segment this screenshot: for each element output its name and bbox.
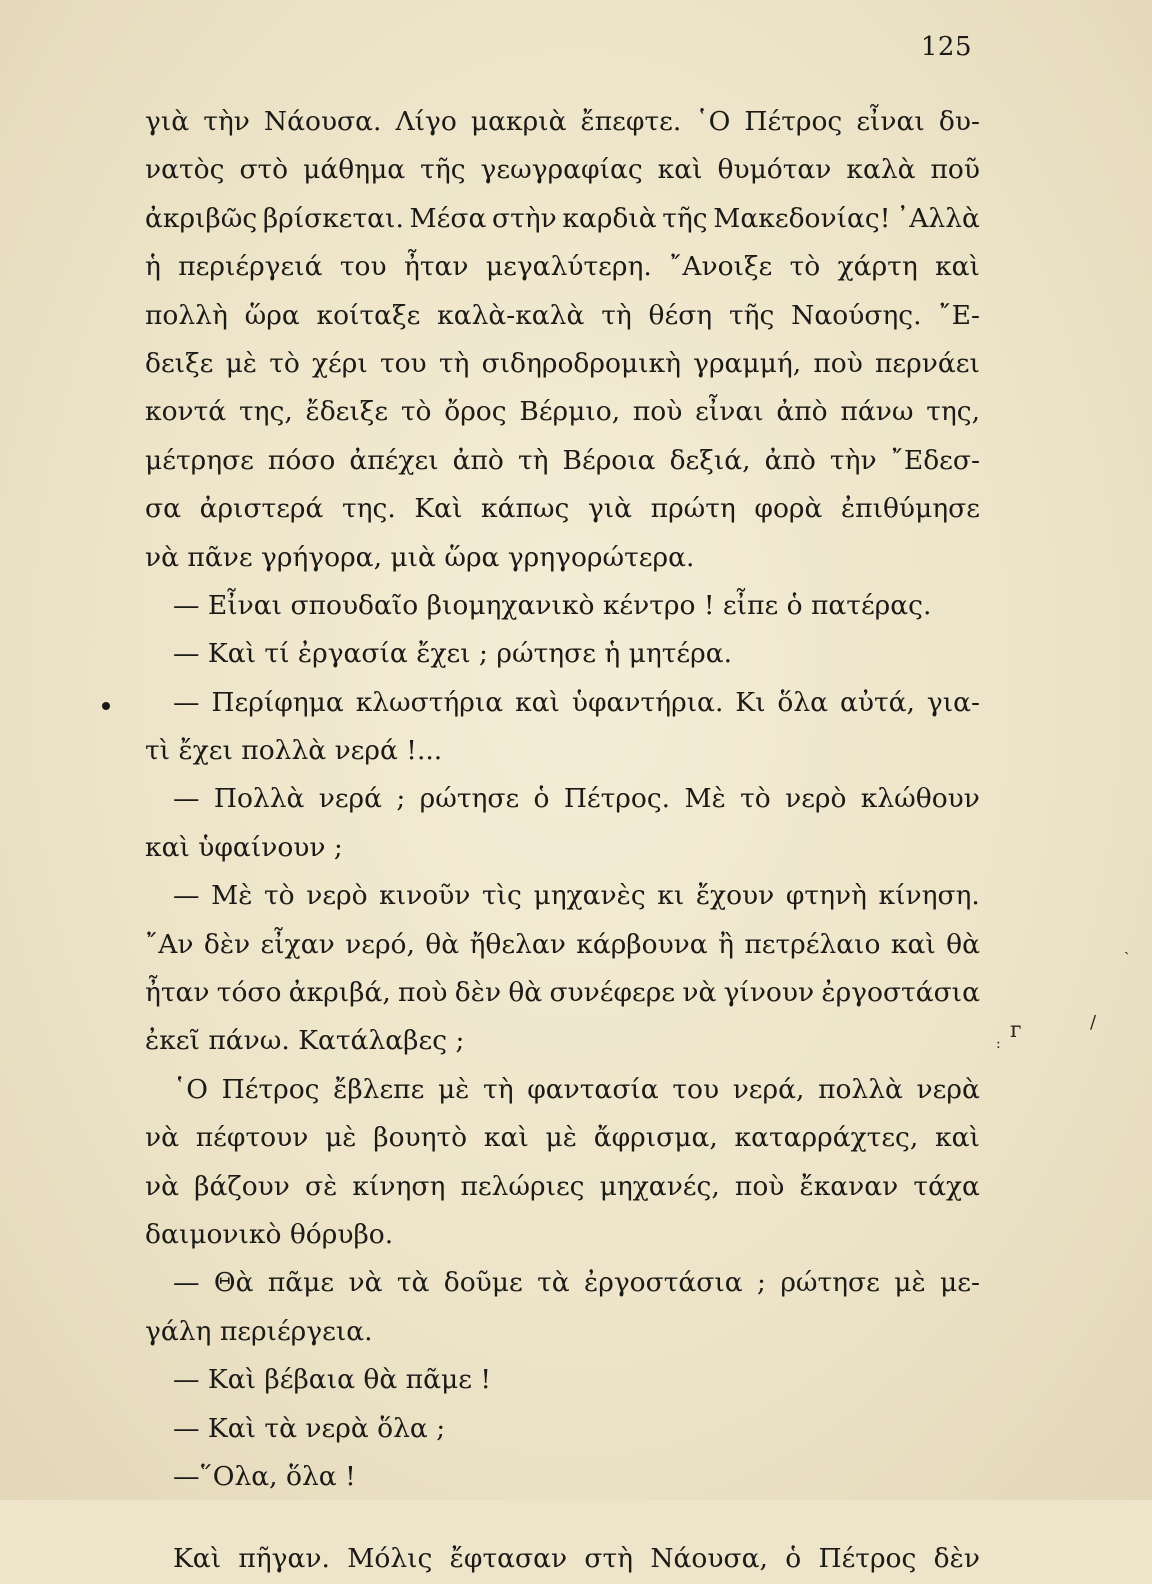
word: τὸ — [740, 783, 771, 815]
word: συνέφερε — [549, 977, 676, 1009]
word: Μόλις — [347, 1543, 433, 1575]
text-line: τὶ ἔχει πολλὰ νερά !... — [145, 735, 443, 767]
word: μὲ — [325, 1122, 357, 1154]
word: βρίσκεται. — [262, 202, 404, 234]
word: δειξε — [145, 347, 214, 379]
word: εἶναι — [856, 106, 925, 137]
word: νὰ — [145, 1170, 180, 1202]
text-line — [145, 437, 980, 485]
word: μηχανὲς — [533, 880, 646, 912]
word: τὶς — [482, 880, 522, 912]
word: καὶ — [890, 928, 936, 960]
word: ἦταν — [403, 251, 469, 283]
word: ὑφαντήρια. — [571, 686, 724, 718]
text-line: —῞Ολα, ὅλα ! — [173, 1460, 356, 1492]
word: ἀκριβῶς — [145, 202, 258, 234]
word: μὲ — [545, 1122, 577, 1154]
word: νερὸ — [785, 783, 847, 815]
word: μάθημα — [303, 154, 406, 186]
word: ἐργοστάσια — [584, 1267, 743, 1299]
word: καὶ — [935, 1122, 980, 1154]
word: πελώριες — [460, 1170, 585, 1202]
page-number: 125 — [920, 32, 972, 62]
word: κίνηση. — [878, 880, 980, 912]
word: χάρτη — [837, 251, 918, 283]
word: της. — [341, 493, 396, 525]
text-line — [145, 98, 980, 146]
word: κι — [657, 880, 685, 912]
text-line — [145, 1535, 980, 1583]
word: γίνουν — [723, 977, 815, 1009]
word: ; — [757, 1267, 766, 1299]
text-line — [145, 388, 980, 436]
word: Μέσα — [409, 202, 487, 234]
text-line — [145, 775, 980, 823]
word: ἀπὸ — [452, 444, 504, 476]
word: δοῦμε — [443, 1267, 523, 1299]
text-line: — Καὶ τί ἐργασία ἔχει ; ρώτησε ἡ μητέρα. — [173, 638, 733, 670]
word: δεξιά, — [669, 444, 751, 476]
word: πόσο — [267, 444, 336, 476]
word: σιδηροδρομικὴ — [481, 347, 681, 379]
word: νὰ — [682, 977, 717, 1009]
word: κοίταξε — [316, 299, 421, 331]
word: ῎Ε- — [938, 299, 980, 331]
word: πάνω — [840, 396, 914, 428]
word: καταρράχτες, — [734, 1122, 919, 1154]
word: ὅλα — [777, 686, 829, 718]
word: Μὲ — [684, 783, 726, 815]
word: φτηνὴ — [785, 880, 867, 912]
word: με- — [940, 1267, 980, 1299]
word: τὴ — [517, 444, 549, 476]
word: κινοῦν — [379, 880, 471, 912]
word: Καὶ — [173, 1543, 222, 1575]
word: — — [173, 1267, 200, 1299]
word: ἔδειξε — [305, 396, 389, 428]
text-line — [145, 1163, 980, 1211]
text-line: ἐκεῖ πάνω. Κατάλαβες ; — [145, 1025, 465, 1057]
word: γεωγραφίας — [480, 154, 643, 186]
word: νερό, — [345, 928, 415, 960]
word: δὲν — [454, 977, 502, 1009]
word: σὲ — [305, 1170, 338, 1202]
text-line: — Καὶ βέβαια θὰ πᾶμε ! — [173, 1364, 492, 1396]
word: φαντασία — [527, 1073, 659, 1105]
word: πᾶμε — [267, 1267, 335, 1299]
word: γιὰ — [587, 493, 633, 525]
word: νερὰ — [916, 1073, 980, 1105]
word: μὲ — [225, 347, 258, 379]
word: Νάουσα, — [650, 1543, 768, 1575]
word: ᾿Αλλὰ — [896, 202, 980, 234]
word: νατὸς — [145, 154, 225, 186]
text-line: νὰ πᾶνε γρήγορα, μιὰ ὥρα γρηγορώτερα. — [145, 541, 695, 573]
word: Πέτρος. — [563, 783, 671, 815]
text-line — [145, 243, 980, 291]
word: νερά — [318, 783, 383, 815]
word: ἔκαναν — [799, 1170, 899, 1202]
margin-mark: ˎ — [1124, 936, 1130, 955]
word: τῆς — [662, 202, 708, 234]
word: ἀπέχει — [349, 444, 439, 476]
body-text — [145, 98, 980, 1584]
word: νερά, — [732, 1073, 805, 1105]
word: Περίφημα — [211, 686, 344, 718]
word: καλὰ — [846, 154, 916, 186]
word: ποὺ — [398, 977, 448, 1009]
word: ; — [396, 783, 406, 815]
word: ἔπεφτε. — [580, 106, 682, 137]
text-line — [145, 292, 980, 340]
word: της, — [238, 396, 293, 428]
word: θὰ — [508, 977, 543, 1009]
word: μέτρησε — [145, 444, 254, 476]
word: τὴ — [483, 1073, 514, 1105]
word: μὲ — [894, 1267, 926, 1299]
word: ῎Αν — [145, 928, 194, 960]
word: ἀκριβά, — [288, 977, 391, 1009]
word: δὲν — [203, 928, 251, 960]
word: ῎Εδεσ- — [890, 444, 980, 476]
word: περνάει — [875, 347, 980, 379]
margin-mark: ᴦ — [1010, 1018, 1022, 1043]
word: ῎Ανοιξε — [669, 251, 773, 283]
word: Καὶ — [414, 493, 463, 525]
word: μὲ — [437, 1073, 470, 1105]
word: ὁ — [785, 1543, 802, 1575]
word: Ναούσης. — [791, 299, 922, 331]
word: Νάουσα. — [263, 106, 382, 137]
word: χέρι — [312, 347, 368, 379]
text-line — [145, 1259, 980, 1307]
word: — — [173, 880, 200, 912]
text-line — [145, 679, 980, 727]
word: για- — [926, 686, 980, 718]
word: μηχανές, — [599, 1170, 720, 1202]
word: τὰ — [396, 1267, 430, 1299]
word: ρώτησε — [780, 1267, 880, 1299]
word: Λίγο — [395, 106, 457, 137]
word: ὄρος — [444, 396, 507, 428]
text-line — [145, 1114, 980, 1162]
text-line: γάλη περιέργεια. — [145, 1315, 373, 1347]
word: ῾Ο — [695, 106, 731, 137]
word: κάπως — [481, 493, 570, 525]
word: φορὰ — [754, 493, 823, 525]
word: εἶναι — [695, 396, 764, 428]
word: κοντά — [145, 396, 227, 428]
text-line — [145, 146, 980, 194]
word: πετρέλαιο — [744, 928, 881, 960]
text-line — [145, 969, 980, 1017]
word: δυ- — [938, 106, 980, 137]
word: ἔβλεπε — [333, 1073, 425, 1105]
word: ὥρα — [244, 299, 300, 331]
margin-mark: / — [1090, 1012, 1097, 1033]
word: τὴν — [829, 444, 877, 476]
word: αὐτά, — [840, 686, 915, 718]
word: ποὺ — [632, 396, 683, 428]
word: νὰ — [348, 1267, 383, 1299]
word: κίνηση — [352, 1170, 446, 1202]
word: ποὺ — [813, 347, 863, 379]
word: νὰ — [145, 1122, 180, 1154]
word: πολλὰ — [818, 1073, 903, 1105]
word: ρώτησε — [419, 783, 520, 815]
word: Πέτρος — [221, 1073, 320, 1105]
word: του — [672, 1073, 720, 1105]
word: Πολλὰ — [213, 783, 305, 815]
word: ἄφρισμα, — [593, 1122, 718, 1154]
word: μεγαλύτερη. — [485, 251, 652, 283]
word: ἐπιθύμησε — [840, 493, 980, 525]
word: σα — [145, 493, 181, 525]
word: τὴ — [438, 347, 470, 379]
word: θὰ — [946, 928, 980, 960]
word: Βέροια — [562, 444, 656, 476]
text-line — [145, 872, 980, 920]
word: καρδιὰ — [562, 202, 657, 234]
word: Πέτρος — [744, 106, 843, 137]
word: στὴν — [491, 202, 557, 234]
text-line — [145, 1066, 980, 1114]
word: καὶ — [515, 686, 560, 718]
word: περιέργειά — [178, 251, 323, 283]
word: θυμόταν — [717, 154, 832, 186]
word: στὴ — [584, 1543, 634, 1575]
word: καὶ — [483, 1122, 529, 1154]
text-line: — Εἶναι σπουδαῖο βιομηχανικὸ κέντρο ! εἶπε ὁ πατέρας. — [173, 589, 932, 621]
text-line: δαιμονικὸ θόρυβο. — [145, 1218, 394, 1250]
word: του — [379, 347, 427, 379]
word: ἤθελαν — [469, 928, 566, 960]
word: Κι — [735, 686, 766, 718]
text-line — [145, 195, 980, 243]
word: ῾Ο — [173, 1073, 208, 1105]
text-line: καὶ ὑφαίνουν ; — [145, 831, 343, 863]
text-line — [145, 485, 980, 533]
word: καλὰ-καλὰ — [437, 299, 585, 331]
word: τῆς — [420, 154, 466, 186]
word: καὶ — [657, 154, 703, 186]
word: τὸ — [269, 347, 300, 379]
text-line — [145, 340, 980, 388]
word: πῆγαν. — [238, 1543, 330, 1575]
word: Μὲ — [211, 880, 253, 912]
word: τῆς — [728, 299, 775, 331]
word: ἀπὸ — [776, 396, 828, 428]
word: του — [339, 251, 387, 283]
text-line: — Καὶ τὰ νερὰ ὅλα ; — [173, 1412, 446, 1444]
word: τόσο — [216, 977, 282, 1009]
word: ἢ — [718, 928, 734, 960]
word: Θὰ — [213, 1267, 254, 1299]
margin-mark: : — [996, 1036, 1001, 1052]
text-line — [145, 1501, 980, 1535]
word: ἀριστερά — [199, 493, 324, 525]
word: βουητὸ — [373, 1122, 468, 1154]
word: κλώθουν — [860, 783, 980, 815]
word: ποὺ — [734, 1170, 785, 1202]
word: πέφτουν — [195, 1122, 309, 1154]
word: πρώτη — [650, 493, 736, 525]
word: ἔχουν — [695, 880, 775, 912]
word: βάζουν — [194, 1170, 290, 1202]
word: τὸ — [789, 251, 821, 283]
word: πολλὴ — [145, 299, 228, 331]
word: ἡ — [145, 251, 161, 283]
word: τὴν — [203, 106, 250, 137]
word: θὰ — [425, 928, 460, 960]
word: εἶχαν — [260, 928, 335, 960]
word: γιὰ — [145, 106, 190, 137]
word: ἀπὸ — [764, 444, 816, 476]
word: τάχα — [913, 1170, 980, 1202]
word: τὸ — [400, 396, 432, 428]
word: — — [173, 686, 200, 718]
word: Μακεδονίας! — [713, 202, 891, 234]
word: ἐργοστάσια — [821, 977, 980, 1009]
word: τὴ — [601, 299, 632, 331]
word: Βέρμιο, — [519, 396, 621, 428]
word: — — [173, 783, 200, 815]
word: στὸ — [239, 154, 289, 186]
ink-speck — [102, 702, 110, 710]
word: τὸ — [264, 880, 295, 912]
word: μακριὰ — [470, 106, 567, 137]
word: καὶ — [935, 251, 980, 283]
word: γραμμή, — [693, 347, 802, 379]
word: τὰ — [537, 1267, 570, 1299]
word: νερὸ — [306, 880, 368, 912]
word: ποῦ — [930, 154, 980, 186]
word: ἦταν — [145, 977, 210, 1009]
word: κάρβουνα — [576, 928, 708, 960]
word: της, — [926, 396, 980, 428]
word: ἔφτασαν — [449, 1543, 568, 1575]
word: Πέτρος — [818, 1543, 917, 1575]
word: θέση — [648, 299, 713, 331]
word: ὁ — [533, 783, 550, 815]
word: δὲν — [933, 1543, 980, 1575]
word: κλωστήρια — [355, 686, 504, 718]
text-line — [145, 921, 980, 969]
